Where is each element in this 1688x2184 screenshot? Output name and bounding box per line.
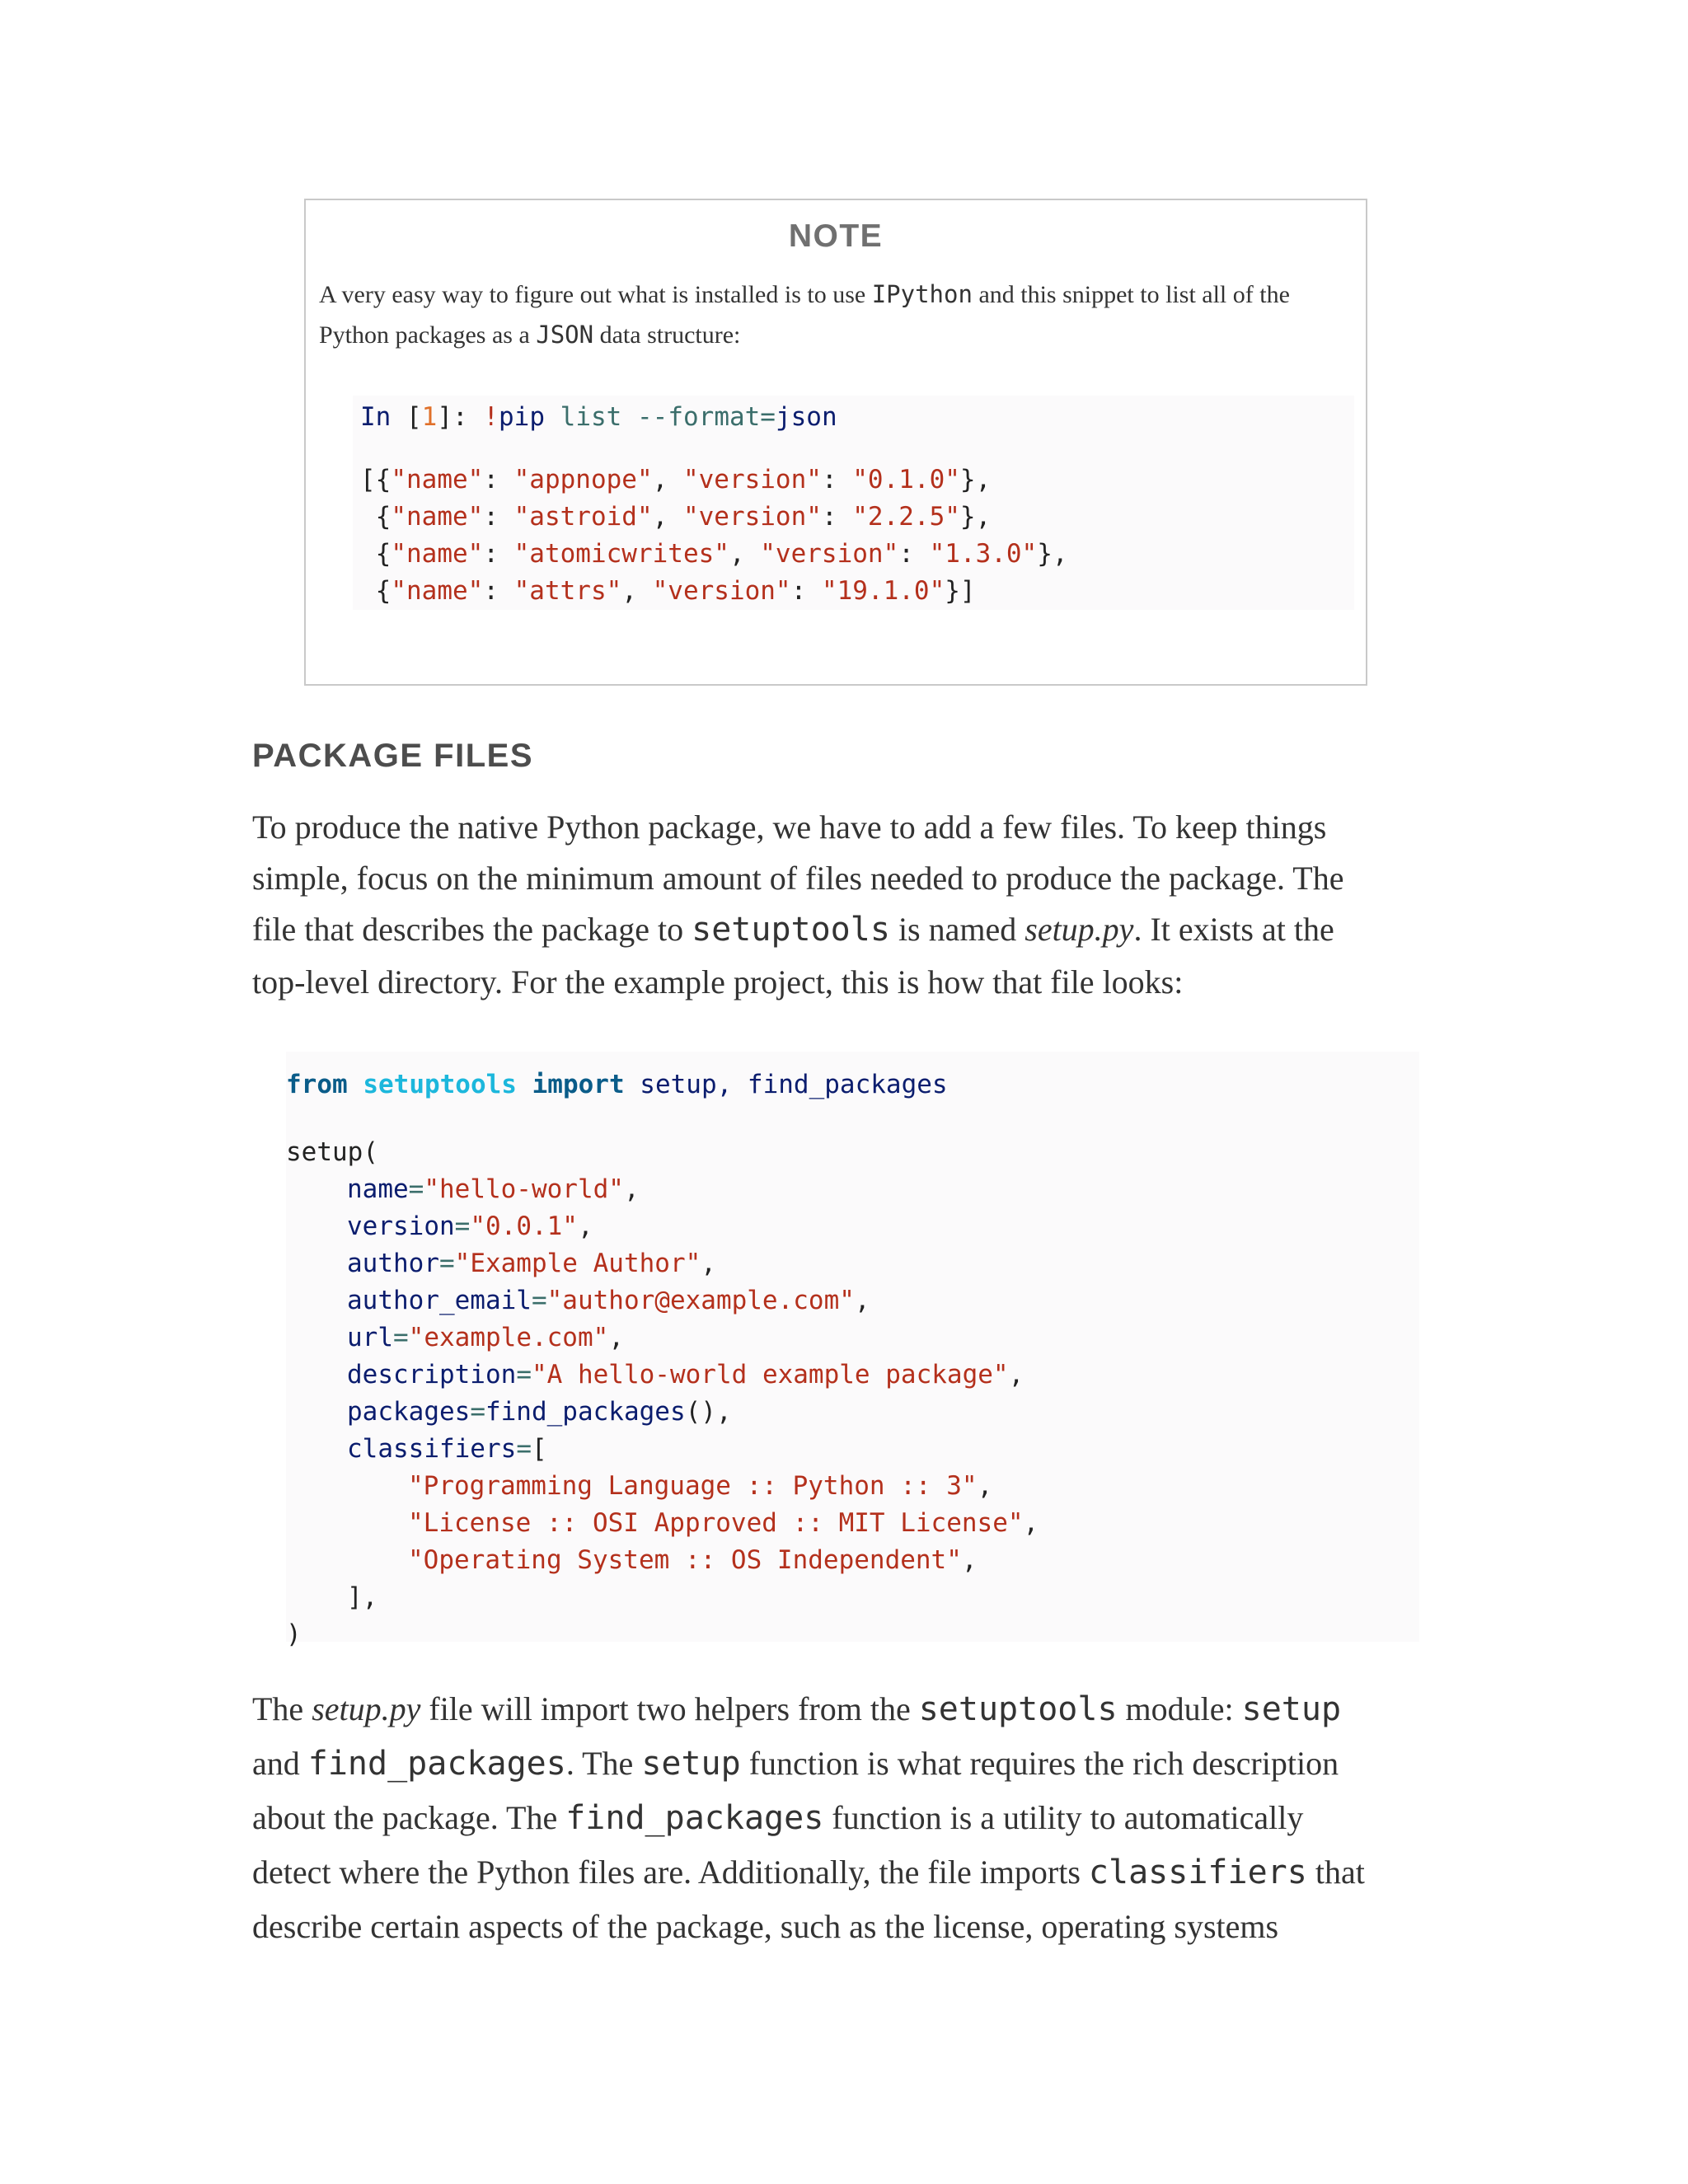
- text-segment: function is a utility to automatically: [823, 1799, 1304, 1836]
- code-token: "example.com": [408, 1323, 609, 1352]
- code-token: classifiers: [347, 1434, 517, 1464]
- paragraph-line: [252, 910, 1334, 949]
- code-token: "version": [760, 539, 899, 569]
- code-token: author: [347, 1249, 439, 1278]
- code-line: author="Example Author",: [347, 1249, 716, 1278]
- code-token: "atomicwrites": [513, 539, 729, 569]
- note-code-block: [353, 396, 1354, 610]
- code-token: "name": [391, 465, 484, 494]
- code-token: },: [959, 502, 992, 532]
- code-line: setup(: [286, 1137, 378, 1167]
- code-line: "Operating System :: OS Independent",: [408, 1545, 978, 1575]
- paragraph-line: describe certain aspects of the package, such as the license, operating systems: [252, 1908, 1279, 1945]
- code-token: "Example Author": [454, 1249, 701, 1278]
- note-text-segment: data structure:: [593, 321, 741, 349]
- code-token: "Programming Language :: Python :: 3": [408, 1471, 978, 1501]
- code-token: ]:: [437, 402, 484, 432]
- text-segment: file that describes the package to: [252, 911, 692, 948]
- paragraph-line: [252, 1744, 1339, 1783]
- code-token: find_packages: [485, 1397, 686, 1427]
- code-line: description="A hello-world example package",: [347, 1360, 1025, 1390]
- text-segment: about the package. The: [252, 1799, 566, 1836]
- paragraph-line: [252, 1690, 1341, 1728]
- code-token: ,: [729, 539, 761, 569]
- note-text: [319, 274, 1349, 355]
- code-token: description: [347, 1360, 517, 1390]
- code-token: setuptools: [363, 1070, 517, 1099]
- code-line: [360, 536, 1068, 573]
- code-token: "Operating System :: OS Independent": [408, 1545, 962, 1575]
- note-text-segment: and this snippet to list all of the: [972, 281, 1290, 308]
- code-token: "0.0.1": [470, 1212, 578, 1241]
- setup-code-block: [286, 1052, 1419, 1649]
- note-text-line-2: [319, 315, 1349, 355]
- section-heading: PACKAGE FILES: [252, 738, 534, 774]
- filename-emphasis: setup.py: [312, 1690, 421, 1727]
- inline-code: find_packages: [565, 1799, 824, 1837]
- paragraph-line: To produce the native Python package, we have to add a few files. To keep things: [252, 808, 1327, 846]
- text-segment: is named: [889, 911, 1025, 948]
- note-inline-code: IPython: [871, 280, 973, 308]
- code-line: "License :: OSI Approved :: MIT License",: [408, 1508, 1039, 1538]
- code-token: {: [360, 539, 392, 569]
- code-token: "author@example.com": [546, 1286, 855, 1315]
- code-token: :: [483, 539, 514, 569]
- code-token: :: [821, 502, 853, 532]
- code-line: "Programming Language :: Python :: 3",: [408, 1471, 993, 1501]
- code-line: ],: [347, 1582, 378, 1612]
- code-token: :: [483, 576, 514, 606]
- code-token: "name": [391, 539, 484, 569]
- paragraph-line: [252, 1798, 1303, 1837]
- paragraph-line: top-level directory. For the example project, this is how that file looks:: [252, 963, 1184, 1001]
- inline-code: find_packages: [307, 1745, 566, 1783]
- code-token: 1: [421, 402, 438, 432]
- code-token: :: [483, 465, 514, 494]
- code-token: "name": [391, 502, 484, 532]
- text-segment: file will import two helpers from the: [420, 1690, 919, 1727]
- code-line: ): [286, 1619, 302, 1649]
- code-line: [360, 462, 991, 499]
- code-token: In: [360, 402, 406, 432]
- text-segment: and: [252, 1745, 308, 1782]
- text-segment: . It exists at the: [1133, 911, 1334, 948]
- code-token: [: [406, 402, 422, 432]
- code-token: import: [532, 1070, 625, 1099]
- code-token: "2.2.5": [852, 502, 960, 532]
- note-box: [304, 199, 1367, 686]
- paragraph-line: simple, focus on the minimum amount of files needed to produce the package. The: [252, 860, 1344, 897]
- code-line: classifiers=[: [347, 1434, 547, 1464]
- text-segment: module:: [1117, 1690, 1242, 1727]
- code-line: packages=find_packages(),: [347, 1397, 732, 1427]
- code-token: "0.1.0": [852, 465, 960, 494]
- code-token: pip: [499, 402, 546, 432]
- code-token: :: [790, 576, 822, 606]
- code-token: "version": [682, 502, 822, 532]
- text-segment: The: [252, 1690, 312, 1727]
- code-line: version="0.0.1",: [347, 1212, 593, 1241]
- code-line: author_email="author@example.com",: [347, 1286, 870, 1315]
- text-segment: detect where the Python files are. Additionally, the file imports: [252, 1854, 1089, 1891]
- code-token: ,: [652, 502, 683, 532]
- note-text-line-1: [319, 274, 1349, 315]
- code-token: json: [775, 402, 837, 432]
- code-token: list: [545, 402, 637, 432]
- text-segment: function is what requires the rich description: [740, 1745, 1339, 1782]
- code-line: [360, 573, 976, 610]
- code-token: {: [360, 502, 392, 532]
- code-token: [: [531, 1434, 547, 1464]
- code-token: {: [360, 576, 392, 606]
- code-token: author_email: [347, 1286, 532, 1315]
- code-token: ,: [652, 465, 683, 494]
- text-segment: that: [1306, 1854, 1365, 1891]
- code-token: (),: [685, 1397, 732, 1427]
- inline-code: setuptools: [692, 911, 890, 949]
- code-token: },: [959, 465, 992, 494]
- code-token: "attrs": [513, 576, 622, 606]
- note-text-segment: A very easy way to figure out what is installed is to use: [319, 281, 872, 308]
- code-token: name: [347, 1174, 409, 1204]
- code-token: [{: [360, 465, 392, 494]
- inline-code: setup: [1241, 1690, 1342, 1728]
- code-token: "hello-world": [424, 1174, 624, 1204]
- code-token: ,: [621, 576, 653, 606]
- code-token: from: [286, 1070, 348, 1099]
- code-token: "1.3.0": [929, 539, 1038, 569]
- code-token: :: [821, 465, 853, 494]
- note-inline-code: JSON: [536, 321, 594, 349]
- code-token: "version": [652, 576, 791, 606]
- inline-code: setup: [641, 1745, 741, 1783]
- code-token: :: [483, 502, 514, 532]
- code-token: }]: [945, 576, 976, 606]
- code-line: [360, 499, 991, 536]
- code-token: },: [1037, 539, 1068, 569]
- code-token: "version": [682, 465, 822, 494]
- paragraph-explanation: [252, 1690, 1423, 1961]
- code-token: "19.1.0": [821, 576, 945, 606]
- filename-emphasis: setup.py: [1025, 911, 1134, 948]
- code-token: "astroid": [513, 502, 653, 532]
- code-token: "A hello-world example package": [531, 1360, 1009, 1390]
- inline-code: setuptools: [918, 1690, 1118, 1728]
- inline-code: classifiers: [1088, 1854, 1307, 1891]
- paragraph-intro: [252, 808, 1423, 1022]
- code-line: [360, 399, 837, 436]
- code-token: --format=: [637, 402, 776, 432]
- code-line: [286, 1066, 948, 1104]
- note-text-segment: Python packages as a: [319, 321, 537, 349]
- code-token: :: [898, 539, 930, 569]
- paragraph-line: [252, 1853, 1365, 1891]
- note-title: NOTE: [788, 218, 884, 254]
- code-token: "appnope": [513, 465, 653, 494]
- code-line: url="example.com",: [347, 1323, 624, 1352]
- code-token: version: [347, 1212, 455, 1241]
- code-line: name="hello-world",: [347, 1174, 640, 1204]
- code-token: packages: [347, 1397, 471, 1427]
- code-token: "License :: OSI Approved :: MIT License": [408, 1508, 1024, 1538]
- code-token: !: [483, 402, 499, 432]
- text-segment: . The: [565, 1745, 642, 1782]
- code-token: url: [347, 1323, 393, 1352]
- code-token: "name": [391, 576, 484, 606]
- code-token: setup, find_packages: [624, 1070, 948, 1099]
